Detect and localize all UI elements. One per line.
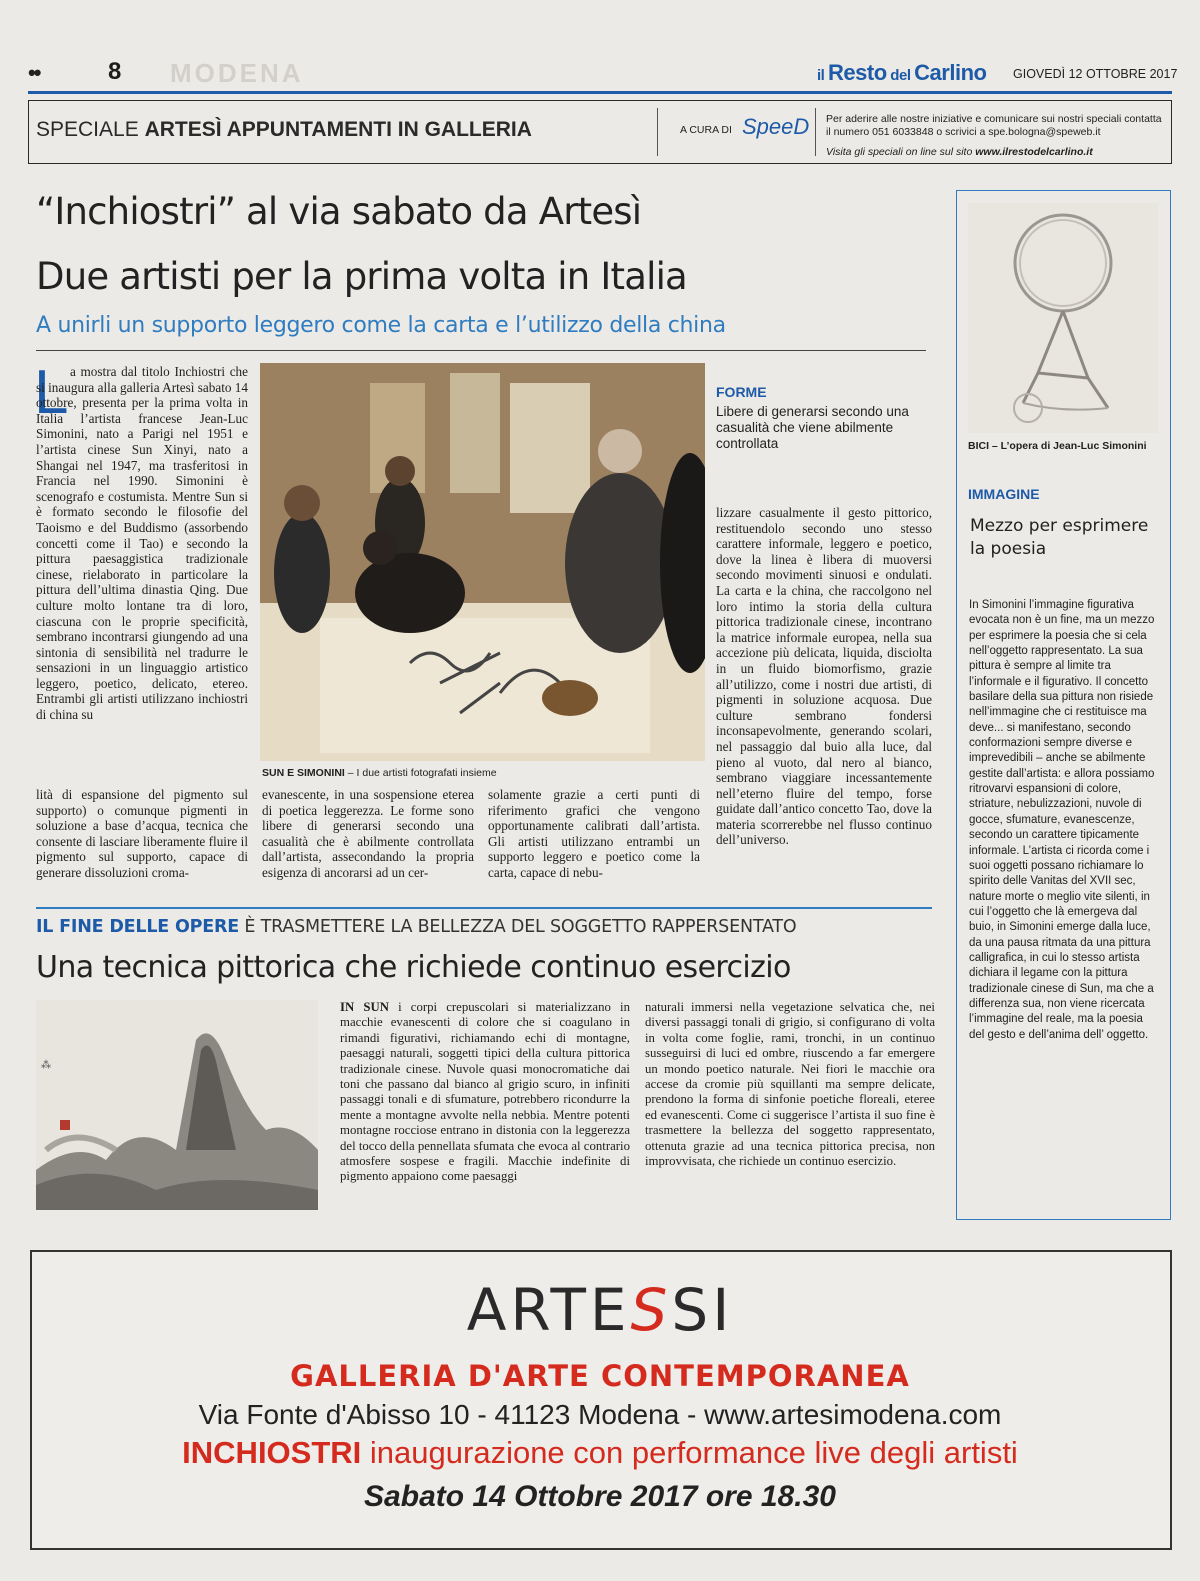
newspaper-masthead: il Resto del Carlino — [817, 60, 987, 85]
article2-column-1: IN SUN i corpi crepuscolari si materializzano in macchie evanescenti di colore che si coagulano in rimandi figurativi, richiamando echi di montagne, paesaggi naturali, soggetti tipici della cultura pittorica tradizionale cinese. Nuvole quasi monocromatiche dai toni che passano dal bianco al grigio scuro, in infiniti passaggi tonali e di sfumature, potrebbero ricondurre la mente a montagne avvolte nella nebbia. Mentre potenti montagne rocciose entrano in distonia con la leggerezza del tocco della pennellata sfumata che evoca al contrario atmosfere sospese e fragili. Macchie indefinite di pigmento appaiono come paesaggi — [340, 1000, 630, 1184]
issue-date: GIOVEDÌ 12 OTTOBRE 2017 — [1013, 67, 1178, 81]
artesi-logo: ARTESSI — [466, 1276, 734, 1344]
article-column-1b: lità di espansione del pigmento sul supporto) o comunque pigmenti in soluzione a base d’acqua, tecnica che consente di lasciare liberamente fluire il pigmento sul supporto, capace di generare dissoluzioni croma- — [36, 787, 248, 880]
article-column-4: lizzare casualmente il gesto pittorico, restituendolo secondo uno stesso carattere informale, leggero e poetico, dove la linea è libera di muoversi secondo movimenti sinuosi e ondulati. La carta e la china, che raccolgono nel loro intimo la storia della cultura pittorica tradizionale cinese, incontrano la matrice informale europea, nella sua accezione più delicata, liquida, disciolta in un fluido biomorfismo, grazie all’utilizzo, come i nostri due artisti, di pigmenti in soluzione acquosa. Due culture sembrano fondersi inconsapevolmente, generando scolari, nel passaggio dal buio alla luce, dal pieno al vuoto, dal nero al bianco, sembrano viaggiare incessantemente nell’eterno fluire del tempo, forse guidate dall’antico concetto Tao, dove la materia scorrerebbe nel flusso continuo dell’universo. — [716, 505, 932, 848]
top-rule — [28, 91, 1172, 94]
article2-column-2: naturali immersi nella vegetazione selvatica che, nei diversi passaggi tonali di grigio, si configurano di volta in volta come foglie, rami, tronchi, in un continuo susseguirsi di luci ed ombre, riuscendo a far emergere un mondo poetico naturale. Nei fiori le macchie ora accese da cromie più squillanti ma sempre delicate, prendono la forma di sinfonie poetiche floreali, eteree ed evanescenti. Come ci suggerisce l’artista il suo fine è trasmettere la bellezza del soggetto rappresentato, ottenuta grazie ad una tecnica pittorica precisa, non improvvisata, che richiede un continuo esercizio. — [645, 1000, 935, 1169]
artists-photo — [260, 363, 705, 761]
headline-2: Due artisti per la prima volta in Italia — [36, 255, 687, 298]
artists-photo-graphic — [260, 363, 705, 761]
forme-text: Libere di generarsi secondo una casualità che viene abilmente controllata — [716, 404, 909, 451]
speciale-title: SPECIALE ARTESÌ APPUNTAMENTI IN GALLERIA — [36, 118, 532, 141]
page-number: 8 — [108, 58, 122, 85]
bici-caption: BICI – L’opera di Jean-Luc Simonini — [968, 440, 1147, 452]
headline-article-2: Una tecnica pittorica che richiede continuo esercizio — [36, 950, 791, 985]
kicker: IL FINE DELLE OPERE È TRASMETTERE LA BELLEZZA DEL SOGGETTO RAPPERSENTATO — [36, 917, 797, 937]
bici-artwork-graphic — [968, 203, 1158, 433]
ad-event: INCHIOSTRI inaugurazione con performance live degli artisti — [182, 1435, 1018, 1470]
banner-divider — [815, 108, 816, 156]
immagine-title: IMMAGINE — [968, 486, 1040, 502]
page-dots: •• — [28, 60, 40, 85]
section-name: MODENA — [170, 58, 304, 88]
photo-caption: SUN E SIMONINI – I due artisti fotografati insieme — [262, 767, 497, 779]
bici-artwork — [968, 203, 1158, 433]
speed-logo: SpeeD — [742, 114, 810, 139]
subheadline: A unirli un supporto leggero come la carta e l’utilizzo della china — [36, 313, 726, 338]
article-column-1: a mostra dal titolo Inchiostri che si inaugura alla galleria Artesì sabato 14 ottobre, presenta per la prima volta in Italia l’artista francese Jean-Luc Simonini, nato a Parigi nel 1951 e l’artista cinese Sun Xinyi, nato a Shangai nel 1947, ma trasferitosi in Francia nel 1990. Simonini è scenografo e costumista. Mentre Sun si è formato secondo le filosofie del Taoismo e del Buddismo (assorbendo concetti come il Tao) e secondo la pittura paesaggistica tradizionale cinese, rielaborato in particolare la pittura dell’ultima dinastia Qing. Due culture molto lontane tra di loro, ciascuna con le proprie specificità, sembrano incontrarsi giungendo ad una sintonia di sensibilità nel tradurre le sensazioni in un linguaggio artistico leggero, poetico, delicato, etereo. Entrambi gli artisti utilizzano inchiostri di china su — [36, 364, 248, 723]
ad-address: Via Fonte d'Abisso 10 - 41123 Modena - www.artesimodena.com — [198, 1399, 1002, 1430]
svg-text:⁂: ⁂ — [40, 1060, 52, 1071]
headline-rule — [36, 350, 926, 351]
headline-1: “Inchiostri” al via sabato da Artesì — [36, 190, 642, 233]
acura-label: A CURA DI — [680, 124, 732, 136]
speciale-contact: Per aderire alle nostre iniziative e comunicare sui nostri speciali contatta il numero 051 6033848 o scrivici a spe.bologna@speweb.it — [826, 113, 1162, 138]
section-rule — [36, 907, 932, 909]
article-column-3: solamente grazie a certi punti di riferimento grafici che vengono opportunamente calibrati dall’artista. Gli artisti utilizzano entrambi un supporto leggero e poetico come la carta, capace di nebu- — [488, 787, 700, 880]
article-column-2: evanescente, in una sospensione eterea di poetica leggerezza. Le forme sono libere di generarsi secondo una casualità che è abilmente controllata dall’artista, assecondando la propria esigenza di ancorarsi ad un cer- — [262, 787, 474, 880]
ink-painting-graphic — [36, 1000, 318, 1210]
banner-divider — [657, 108, 658, 156]
site-link[interactable]: www.ilrestodelcarlino.it — [975, 146, 1093, 158]
ad-galleria: GALLERIA D'ARTE CONTEMPORANEA — [290, 1359, 910, 1393]
speciale-visit: Visita gli speciali on line sul sito www.ilrestodelcarlino.it — [826, 146, 1093, 158]
forme-title: FORME — [716, 384, 767, 400]
immagine-headline: Mezzo per esprimere la poesia — [970, 516, 1149, 559]
ad-date: Sabato 14 Ottobre 2017 ore 18.30 — [364, 1480, 836, 1513]
immagine-text: In Simonini l’immagine figurativa evocata non è un fine, ma un mezzo per esprimere la poesia che si cela nell’oggetto rappresentato. La sua pittura è sempre al limite tra l’informale e il figurativo. Il concetto basilare della sua pittura non risiede nell’immagine che ci restituisce ma deve... si manifestano, secondo conformazioni sempre diverse e imprevedibili – anche se abilmente gestite dall’artista: e allora possiamo ritrovarvi espansioni di colore, striature, nebulizzazioni, nuvole di gocce, sfumature, evanescenze, secondo un carattere tipicamente informale. L’artista ci ricorda come i suoi oggetti possano richiamare lo spirito delle Vanitas del XVII sec, nature morte o meglio vite silenti, in cui l’oggetto che là emergeva dal buio, in Simonini emerge dalla luce, da una pausa ritmata da una pittura calligrafica, in cui lo stesso artista dichiara il legame con la pittura tradizionale cinese di Sun, ma che a differenza sua, non viene ricercata l’immagine del reale, ma la poesia del gesto e dell’anima dell’ oggetto. — [969, 599, 1155, 1041]
ink-painting — [36, 1000, 318, 1210]
drop-cap: L — [34, 358, 69, 427]
